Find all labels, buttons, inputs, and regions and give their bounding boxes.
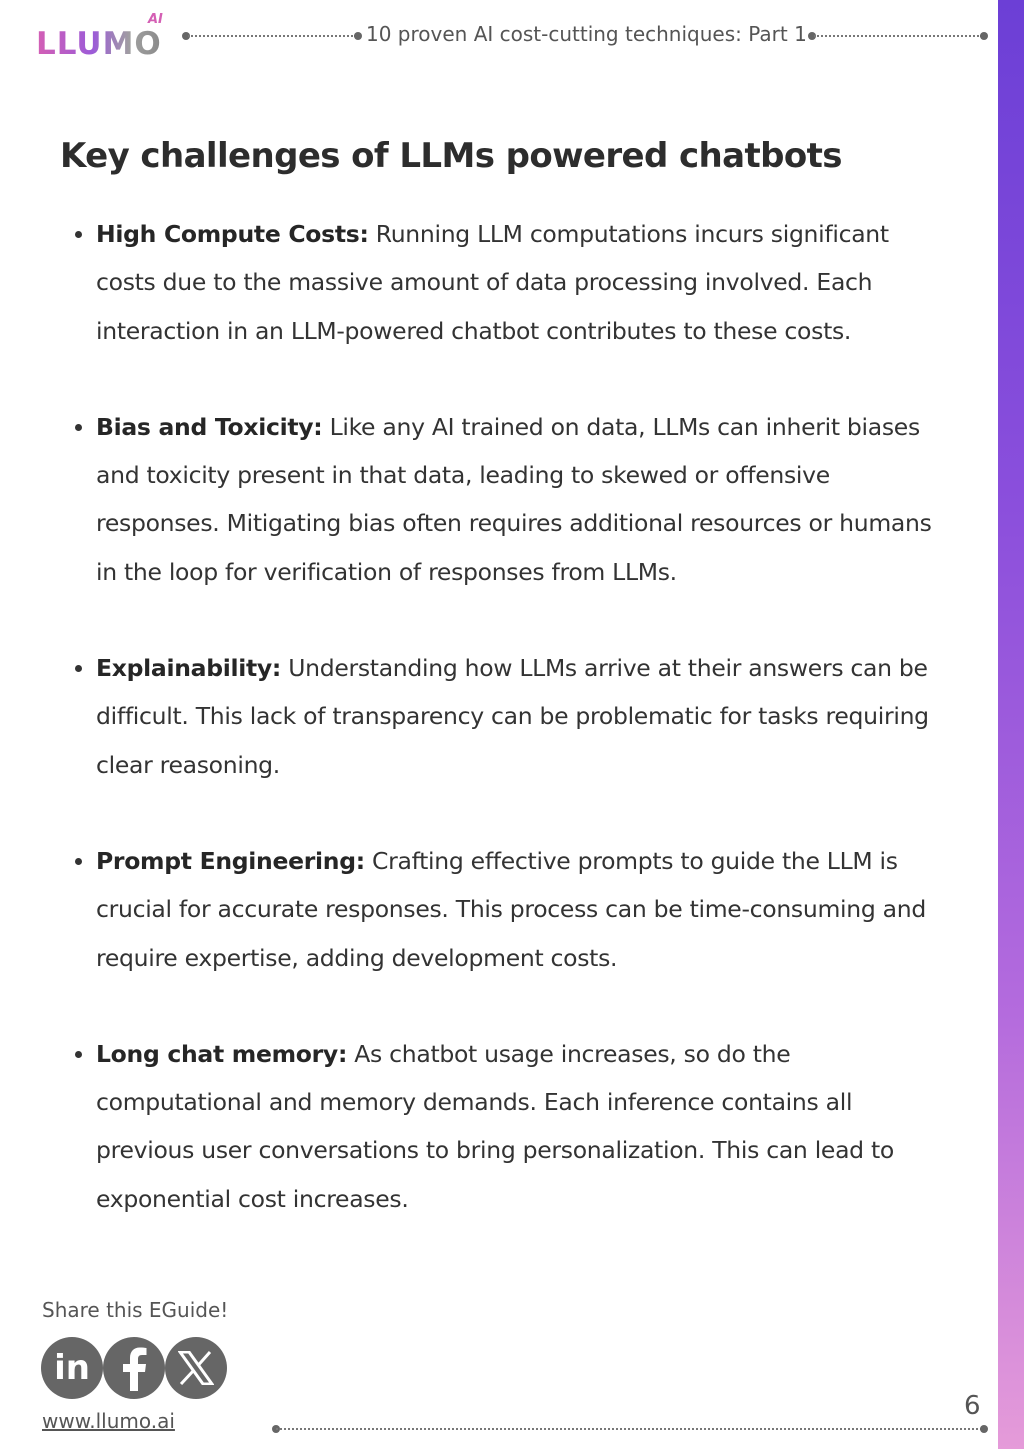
page-number: 6 [964,1391,981,1421]
list-item [96,644,946,789]
facebook-glyph [116,1345,152,1391]
logo-text: LLUMO [36,26,162,62]
facebook-icon[interactable] [103,1337,165,1399]
linkedin-icon[interactable] [41,1337,103,1399]
item-text: Running LLM computations incurs significant costs due to the massive amount of data processing involved. Each interaction in an LLM-powered chatbot contributes to these costs. [96,220,889,345]
item-text: Crafting effective prompts to guide the LLM is crucial for accurate responses. This process can be time-consuming and require expertise, adding development costs. [96,846,926,972]
item-term: Bias and Toxicity: [96,412,323,441]
document-title: 10 proven AI cost-cutting techniques: Part 1 [366,22,807,46]
header-line-dot [980,32,988,40]
website-link[interactable]: www.llumo.ai [42,1409,175,1433]
list-item [96,210,946,355]
item-text: Like any AI trained on data, LLMs can inherit biases and toxicity present in that data, leading to skewed or offensive responses. Mitigating bias often requires additional resources or humans in the loop for verification of responses from LLMs. [96,412,932,586]
item-text: Understanding how LLMs arrive at their answers can be difficult. This lack of transparency can be problematic for tasks requiring clear reasoning. [96,654,929,779]
list-item [96,1030,946,1223]
x-icon[interactable] [165,1337,227,1399]
logo-superscript: AI [148,12,163,27]
item-term: Prompt Engineering: [96,846,365,875]
header-divider-right [814,35,982,37]
footer-line-dot [980,1425,988,1433]
side-accent-bar [998,0,1024,1449]
list-item [96,403,946,596]
linkedin-glyph: in [54,1348,90,1388]
llumo-logo [36,12,176,62]
header-divider-left [188,35,356,37]
item-term: High Compute Costs: [96,220,369,248]
item-term: Long chat memory: [96,1039,348,1068]
header-line-dot [354,32,362,40]
x-glyph [178,1351,214,1385]
item-term: Explainability: [96,654,282,683]
footer-divider [276,1428,982,1430]
section-heading: Key challenges of LLMs powered chatbots [60,136,842,176]
item-text: As chatbot usage increases, so do the computational and memory demands. Each inference contains all previous user conversations to bring personalization. This can lead to exponential cost increases. [96,1039,894,1213]
share-label: Share this EGuide! [42,1298,229,1322]
list-item [96,837,946,982]
challenges-list [96,210,946,1271]
